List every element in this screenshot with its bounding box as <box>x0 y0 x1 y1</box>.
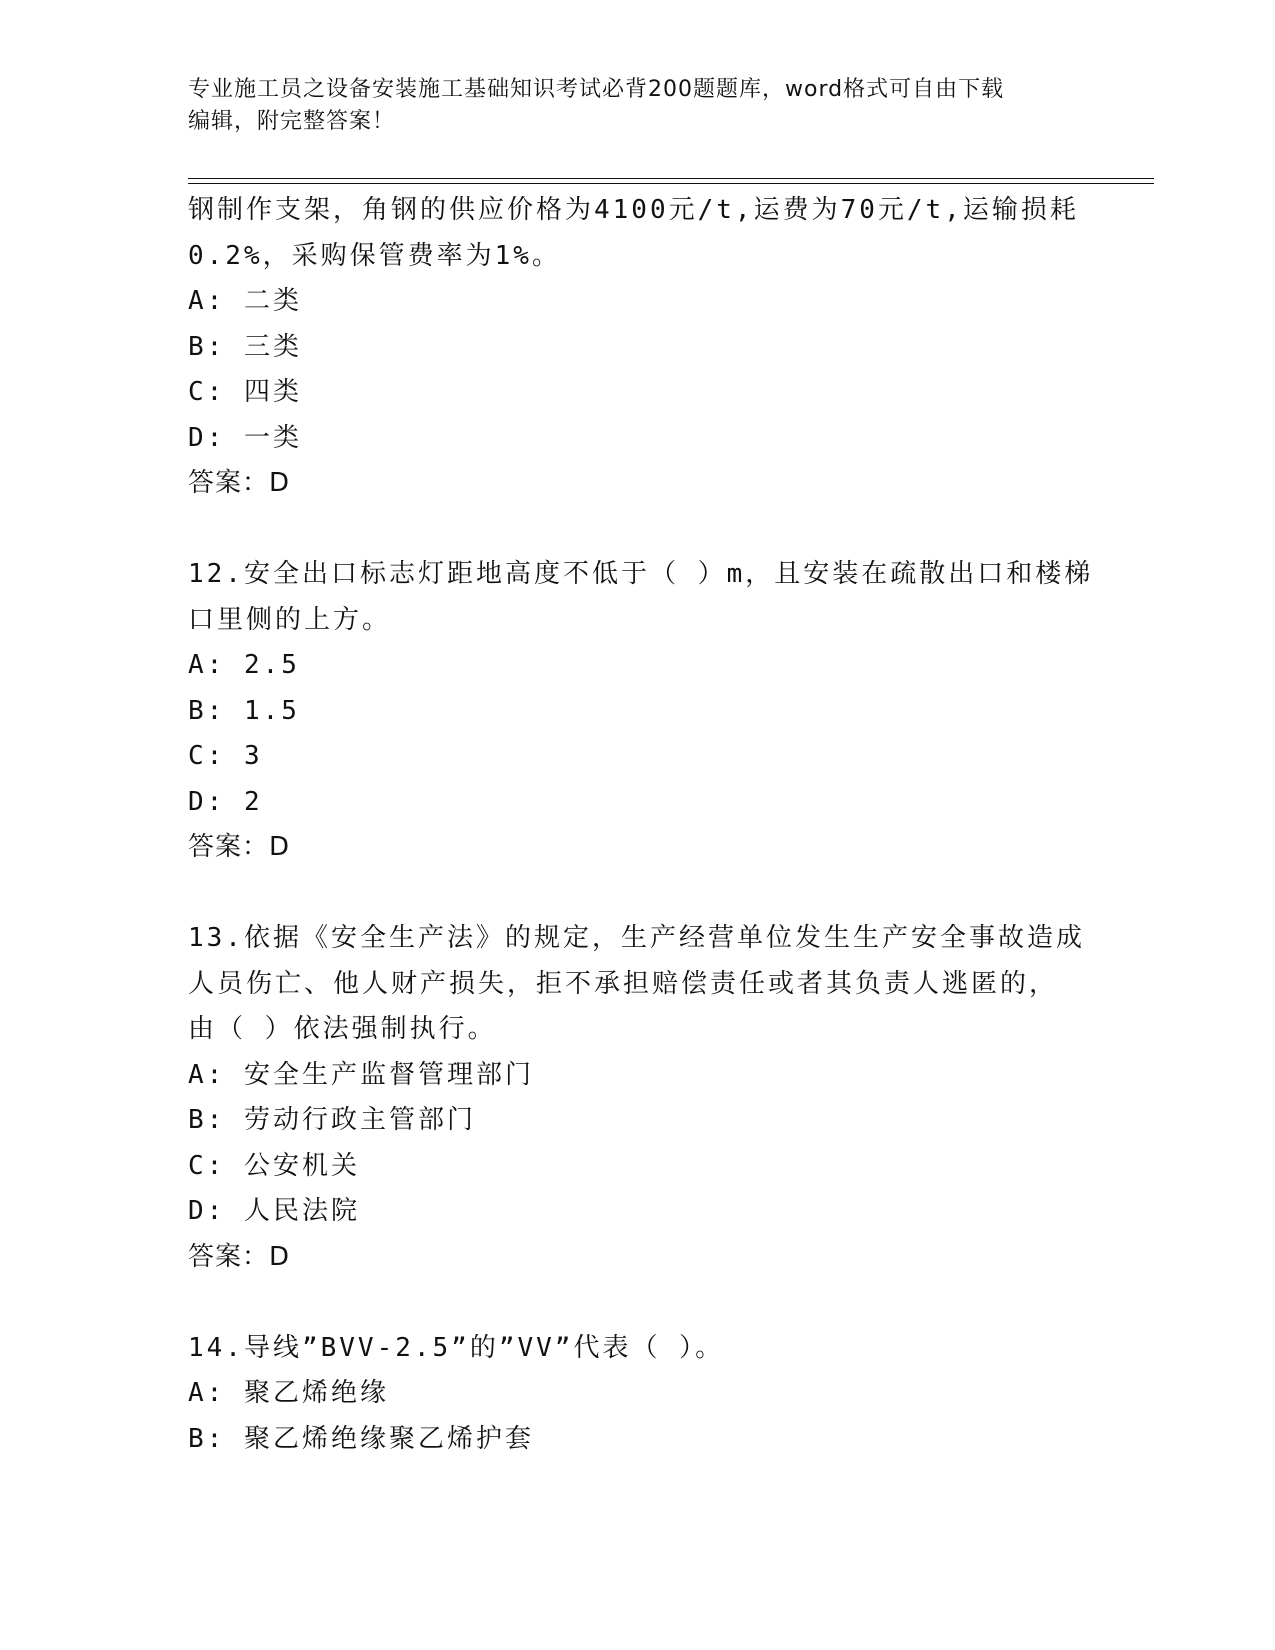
answer-line: 答案：D <box>188 468 291 498</box>
option-text: 安全生产监督管理部门 <box>243 1059 534 1090</box>
option-b <box>188 689 1088 735</box>
option-text: 一类 <box>243 422 302 453</box>
option-key: D: <box>188 1196 226 1226</box>
header-line-1: 专业施工员之设备安装施工基础知识考试必背200题题库，word格式可自由下载 <box>188 77 1005 102</box>
question-14 <box>188 1326 1088 1463</box>
option-text: 聚乙烯绝缘 <box>243 1378 389 1408</box>
question-text-line: 13.依据《安全生产法》的规定，生产经营单位发生生产安全事故造成 <box>188 923 1085 953</box>
option-key: D: <box>188 422 226 453</box>
option-text: 公安机关 <box>243 1150 360 1181</box>
option-text: 二类 <box>243 286 302 316</box>
answer-line: 答案：D <box>188 832 291 862</box>
option-text: 3 <box>243 741 263 771</box>
answer-line: 答案：D <box>188 1241 291 1272</box>
question-12 <box>188 552 1094 871</box>
spacer <box>188 1280 1088 1326</box>
question-text-line: 人员伤亡、他人财产损失，拒不承担赔偿责任或者其负责人逃匿的， <box>188 968 1059 999</box>
question-13 <box>188 916 1088 1280</box>
option-text: 四类 <box>243 377 302 407</box>
option-key: B: <box>188 695 226 726</box>
option-text: 2.5 <box>243 650 300 680</box>
option-d <box>188 780 1088 826</box>
header-divider-top <box>188 178 1154 179</box>
option-a <box>188 279 1088 325</box>
option-key: A: <box>188 286 226 316</box>
option-key: A: <box>188 650 226 680</box>
question-text-line: 钢制作支架，角钢的供应价格为4100元/t,运费为70元/t,运输损耗 <box>188 195 1079 225</box>
option-c <box>188 734 1088 780</box>
question-text-line: 0.2%，采购保管费率为1%。 <box>188 240 561 271</box>
question-text-line: 由（ ）依法强制执行。 <box>188 1014 497 1044</box>
header-line-2: 编辑，附完整答案！ <box>188 109 396 134</box>
option-key: B: <box>188 1423 226 1454</box>
option-a <box>188 1371 1088 1417</box>
option-c <box>188 370 1088 416</box>
option-key: D: <box>188 786 226 817</box>
option-text: 人民法院 <box>243 1196 360 1226</box>
option-text: 三类 <box>243 331 302 362</box>
question-text-line: 14.导线”BVV-2.5”的”VV”代表（ ）。 <box>188 1332 725 1363</box>
question-list <box>188 188 1094 1462</box>
header-divider-bottom <box>188 183 1154 184</box>
option-b <box>188 1098 1088 1144</box>
option-d <box>188 1189 1088 1235</box>
question-text-line: 口里侧的上方。 <box>188 604 392 635</box>
option-key: A: <box>188 1059 226 1090</box>
option-key: B: <box>188 1105 226 1135</box>
option-key: B: <box>188 331 226 362</box>
question-text-line: 12.安全出口标志灯距地高度不低于（ ）m，且安装在疏散出口和楼梯 <box>188 559 1094 589</box>
option-text: 劳动行政主管部门 <box>243 1105 476 1135</box>
option-key: C: <box>188 1150 226 1181</box>
spacer <box>188 871 1088 917</box>
option-key: C: <box>188 377 226 407</box>
option-a <box>188 643 1088 689</box>
option-a <box>188 1053 1088 1099</box>
spacer <box>188 507 1088 553</box>
option-text: 1.5 <box>243 695 300 726</box>
option-c <box>188 1144 1088 1190</box>
option-b <box>188 325 1088 371</box>
option-key: C: <box>188 741 226 771</box>
option-text: 聚乙烯绝缘聚乙烯护套 <box>243 1423 534 1454</box>
document-header <box>188 74 1088 138</box>
option-text: 2 <box>243 786 263 817</box>
option-b <box>188 1417 1088 1463</box>
question-fragment <box>188 188 1088 507</box>
option-d <box>188 416 1088 462</box>
option-key: A: <box>188 1378 226 1408</box>
